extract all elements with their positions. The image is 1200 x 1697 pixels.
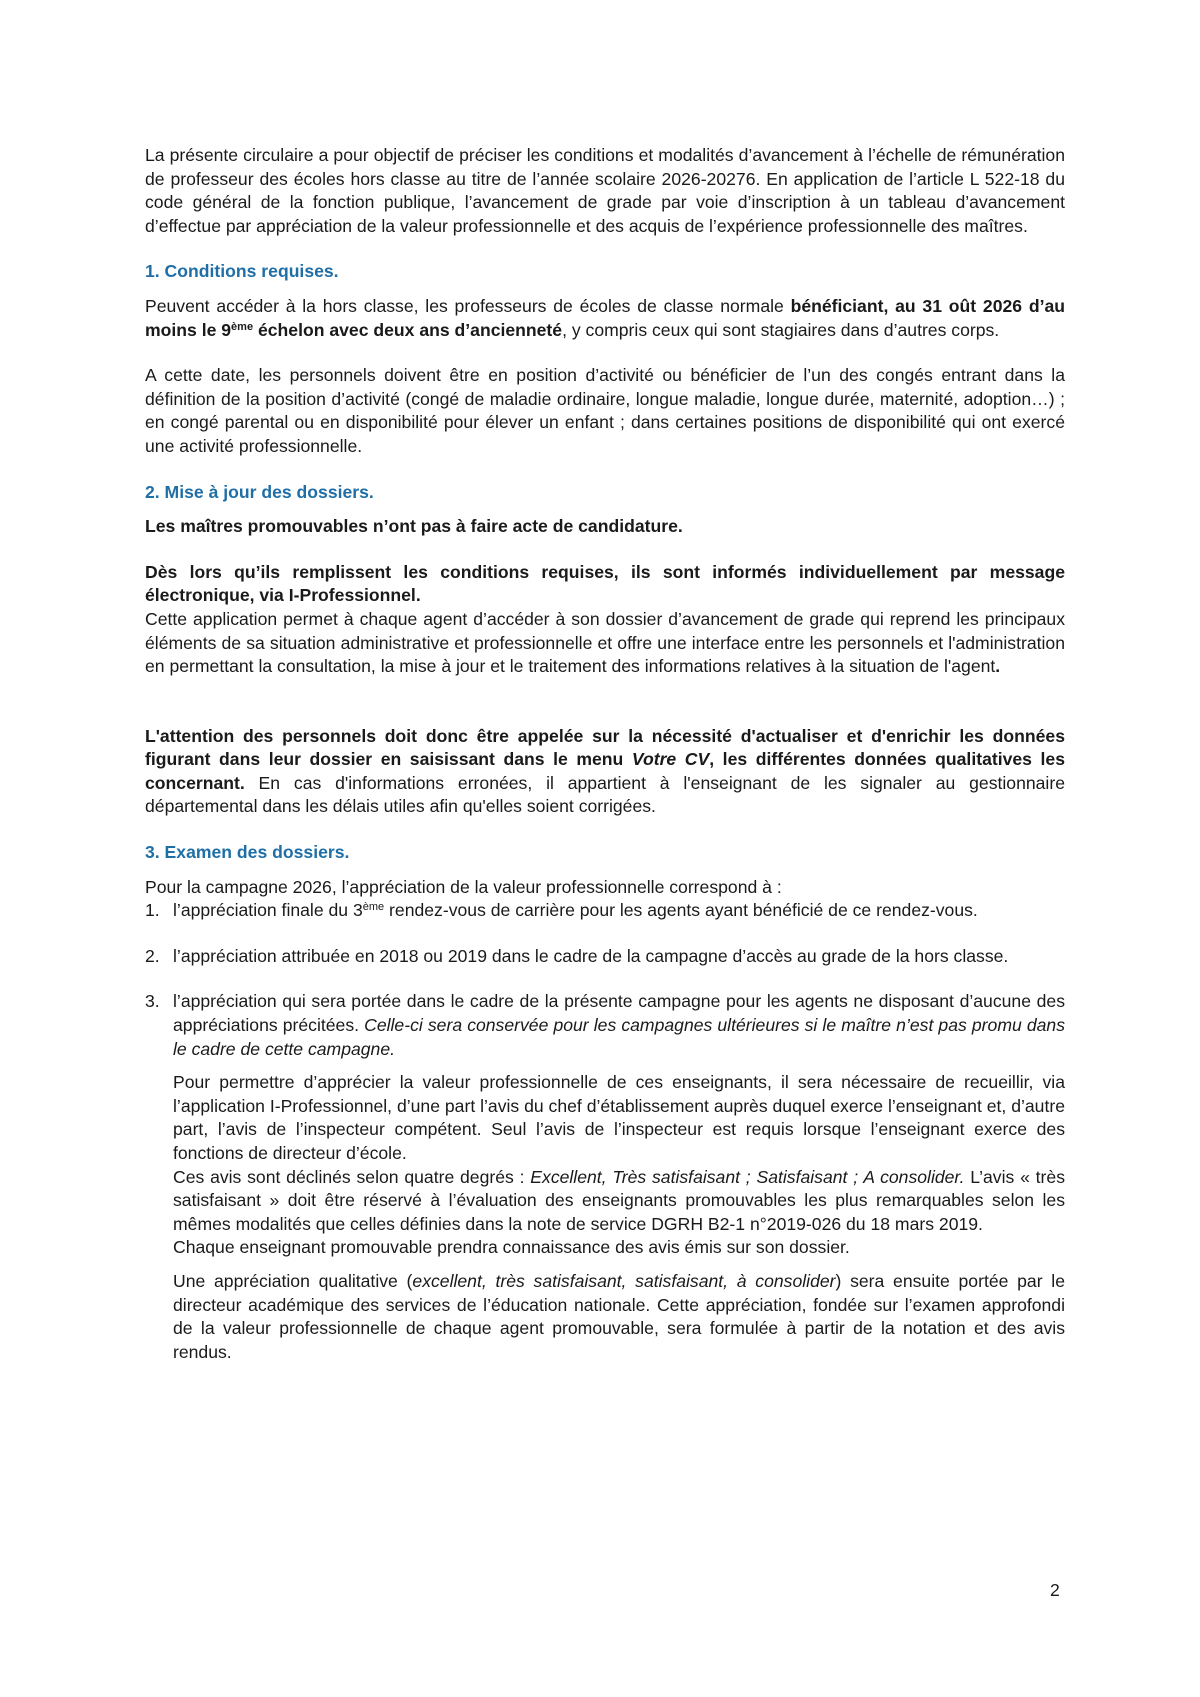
section-2-heading: 2. Mise à jour des dossiers. [145,481,374,502]
intro-paragraph: La présente circulaire a pour objectif de préciser les conditions et modalités d’avancement à l’échelle de rémunération de professeur des écoles hors classe au titre de l’année scolaire 2026-20276. En application de l’article L 522-18 du code général de la fonction publique, l’avancement de grade par voie d’inscription à un tableau d’avancement d’effectue par appréciation de la valeur professionnelle et des acquis de l’expérience professionnelle des maîtres. [145,145,1065,236]
text-span: L’avis « très satisfaisant » doit être réservé à l’évaluation des enseignants promouvables les plus remarquables selon les mêmes modalités que celles définies dans la note de service DGRH B2-1 n°2019-026 du 18 mars 2019. [173,1166,1065,1234]
text-span: bénéficiant, au 31 oût 2026 d’au moins le 9 [145,295,1065,340]
section-3-heading: 3. Examen des dossiers. [145,842,350,863]
text-span: , y compris ceux qui sont stagiaires dans d’autres corps. [562,319,1000,340]
italic-span: excellent, très satisfaisant, satisfaisant, à consolider [412,1270,836,1291]
text-span: Peuvent accéder à la hors classe, les professeurs de écoles de classe normale [145,295,791,316]
section-3-intro: Pour la campagne 2026, l’appréciation de la valeur professionnelle correspond à : [145,876,782,897]
text-span: rendez-vous de carrière pour les agents ayant bénéficié de ce rendez-vous. [384,900,978,921]
text-span: l’appréciation attribuée en 2018 ou 2019 dans le cadre de la campagne d’accès au grade de la hors classe. [173,945,1009,966]
details-paragraph-4 [173,1270,1065,1364]
list-number: 1. [145,900,160,921]
section-2-paragraph-2 [145,561,1065,679]
text-span: l’appréciation qui sera portée dans le cadre de la présente campagne pour les agents ne disposant d’aucune des appréciations précitées. [173,991,1065,1036]
bold-span: Les maîtres promouvables n’ont pas à faire acte de candidature. [145,516,683,537]
text-span: Cette application permet à chaque agent d’accéder à son dossier d’avancement de grade qui reprend les principaux éléments de sa situation administrative et professionnelle et offre une interface entre les personnels et l'administration en permettant la consultation, la mise à jour et le traitement des informations relatives à la situation de l'agent [145,608,1065,677]
bold-span: . [995,656,1001,677]
italic-span: Votre CV [631,749,710,770]
section-2-paragraph-3 [145,725,1065,819]
text-span: ) sera ensuite portée par le directeur académique des services de l’éducation nationale. Cette appréciation, fondée sur l’examen approfondi de la valeur professionnelle de chaque agent promouvable, sera formulée à partir de la notation et des avis rendus. [173,1270,1065,1362]
list-item [145,990,1065,1061]
text-span: Ces avis sont déclinés selon quatre degrés : [173,1166,531,1187]
text-span: L'attention des personnels doit donc être appelée sur la nécessité d'actualiser et d'enrichir les données figurant dans leur dossier en saisissant dans le menu [145,725,1065,770]
text-span: , les différentes données qualitatives les concernant. [145,749,1065,793]
text-span: l’appréciation finale du 3 [173,900,363,921]
text-span: Une appréciation qualitative ( [173,1270,413,1291]
superscript: ème [362,901,385,914]
document-body [145,144,1065,1364]
text-span: échelon avec deux ans d’ancienneté [253,319,563,340]
italic-span: Excellent, Très satisfaisant ; Satisfaisant ; A consolider. [530,1166,965,1187]
item-3-details [145,1071,1065,1364]
italic-span: Celle-ci sera conservée pour les campagnes ultérieures si le maître n’est pas promu dans le cadre de cette campagne. [173,1015,1065,1059]
superscript: ème [231,320,254,333]
criteria-list [145,899,1065,1061]
section-1-paragraph-2: A cette date, les personnels doivent être en position d’activité ou bénéficier de l’un des congés entrant dans la définition de la position d’activité (congé de maladie ordinaire, longue maladie, longue durée, maternité, adoption…) ; en congé parental ou en disponibilité pour élever un enfant ; dans certaines positions de disponibilité qui ont exercé une activité professionnelle. [145,365,1065,456]
list-item [145,945,1065,969]
text-span: En cas d'informations erronées, il appartient à l'enseignant de les signaler au gestionnaire départemental dans les délais utiles afin qu'elles soient corrigées. [145,772,1065,817]
details-paragraph-1: Pour permettre d’apprécier la valeur professionnelle de ces enseignants, il sera nécessaire de recueillir, via l’application I-Professionnel, d’une part l’avis du chef d’établissement auprès duquel exerce l’enseignant et, d’autre part, l’avis de l’inspecteur compétent. Seul l’avis de l’inspecteur est requis lorsque l’enseignant exerce des fonctions de directeur d’école. [173,1072,1065,1163]
list-number: 2. [145,945,160,966]
section-1-heading: 1. Conditions requises. [145,261,339,282]
bold-span: Dès lors qu’ils remplissent les conditions requises, ils sont informés individuellement par message électronique, via I-Professionnel. [145,561,1065,606]
page-number: 2 [1050,1580,1060,1600]
details-paragraph-3: Chaque enseignant promouvable prendra connaissance des avis émis sur son dossier. [173,1237,850,1258]
list-item [145,899,1065,923]
section-2-paragraph-1 [145,515,1065,539]
section-1-paragraph-1 [145,295,1065,342]
list-number: 3. [145,991,160,1012]
details-paragraph-2 [173,1166,1065,1237]
